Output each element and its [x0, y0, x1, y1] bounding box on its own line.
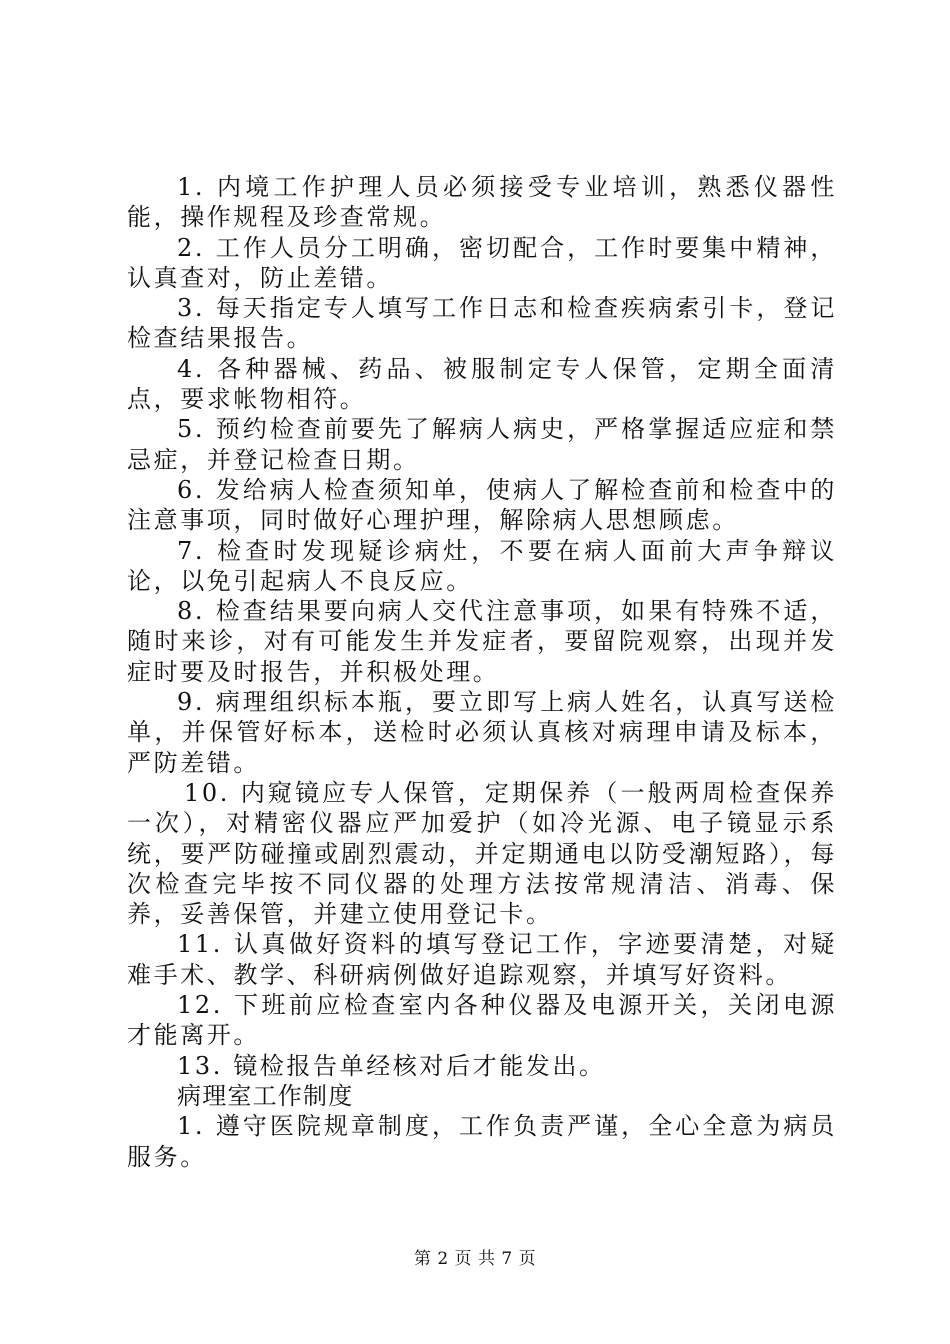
- paragraph-2: 2. 工作人员分工明确，密切配合，工作时要集中精神，认真查对，防止差错。: [127, 233, 837, 292]
- section-heading: 病理室工作制度: [177, 1081, 354, 1110]
- paragraph-5: 5. 预约检查前要先了解病人病史，严格掌握适应症和禁忌症，并登记检查日期。: [127, 415, 837, 474]
- paragraph-3: 3. 每天指定专人填写工作日志和检查疾病索引卡，登记检查结果报告。: [127, 294, 837, 353]
- paragraph-11: 11. 认真做好资料的填写登记工作，字迹要清楚，对疑难手术、教学、科研病例做好追踪观察，并填写好资料。: [127, 930, 837, 989]
- paragraph-10: 10. 内窥镜应专人保管，定期保养（一般两周检查保养一次），对精密仪器应严加爱护（如冷光源、电子镜显示系统，要严防碰撞或剧烈震动，并定期通电以防受潮短路），每次检查完毕按不同仪器的处理方法按常规清洁、消毒、保养，妥善保管，并建立使用登记卡。: [127, 778, 837, 929]
- paragraph-12: 12. 下班前应检查室内各种仪器及电源开关，关闭电源才能离开。: [127, 991, 837, 1050]
- paragraph-14: 1. 遵守医院规章制度，工作负责严谨，全心全意为病员服务。: [127, 1112, 837, 1171]
- document-body: [127, 172, 837, 1172]
- paragraph-8: 8. 检查结果要向病人交代注意事项，如果有特殊不适，随时来诊，对有可能发生并发症者，要留院观察，出现并发症时要及时报告，并积极处理。: [127, 597, 837, 686]
- paragraph-4: 4. 各种器械、药品、被服制定专人保管，定期全面清点，要求帐物相符。: [127, 354, 837, 414]
- paragraph-1: 1. 内境工作护理人员必须接受专业培训，熟悉仪器性能，操作规程及珍查常规。: [127, 173, 837, 232]
- paragraph-9: 9. 病理组织标本瓶，要立即写上病人姓名，认真写送检单，并保管好标本，送检时必须认真核对病理申请及标本，严防差错。: [127, 688, 837, 777]
- paragraph-6: 6. 发给病人检查须知单，使病人了解检查前和检查中的注意事项，同时做好心理护理，解除病人思想顾虑。: [127, 475, 837, 535]
- paragraph-7: 7. 检查时发现疑诊病灶，不要在病人面前大声争辩议论，以免引起病人不良反应。: [127, 536, 837, 595]
- paragraph-13: 13. 镜检报告单经核对后才能发出。: [177, 1051, 606, 1080]
- page-footer: 第 2 页 共 7 页: [413, 1249, 537, 1269]
